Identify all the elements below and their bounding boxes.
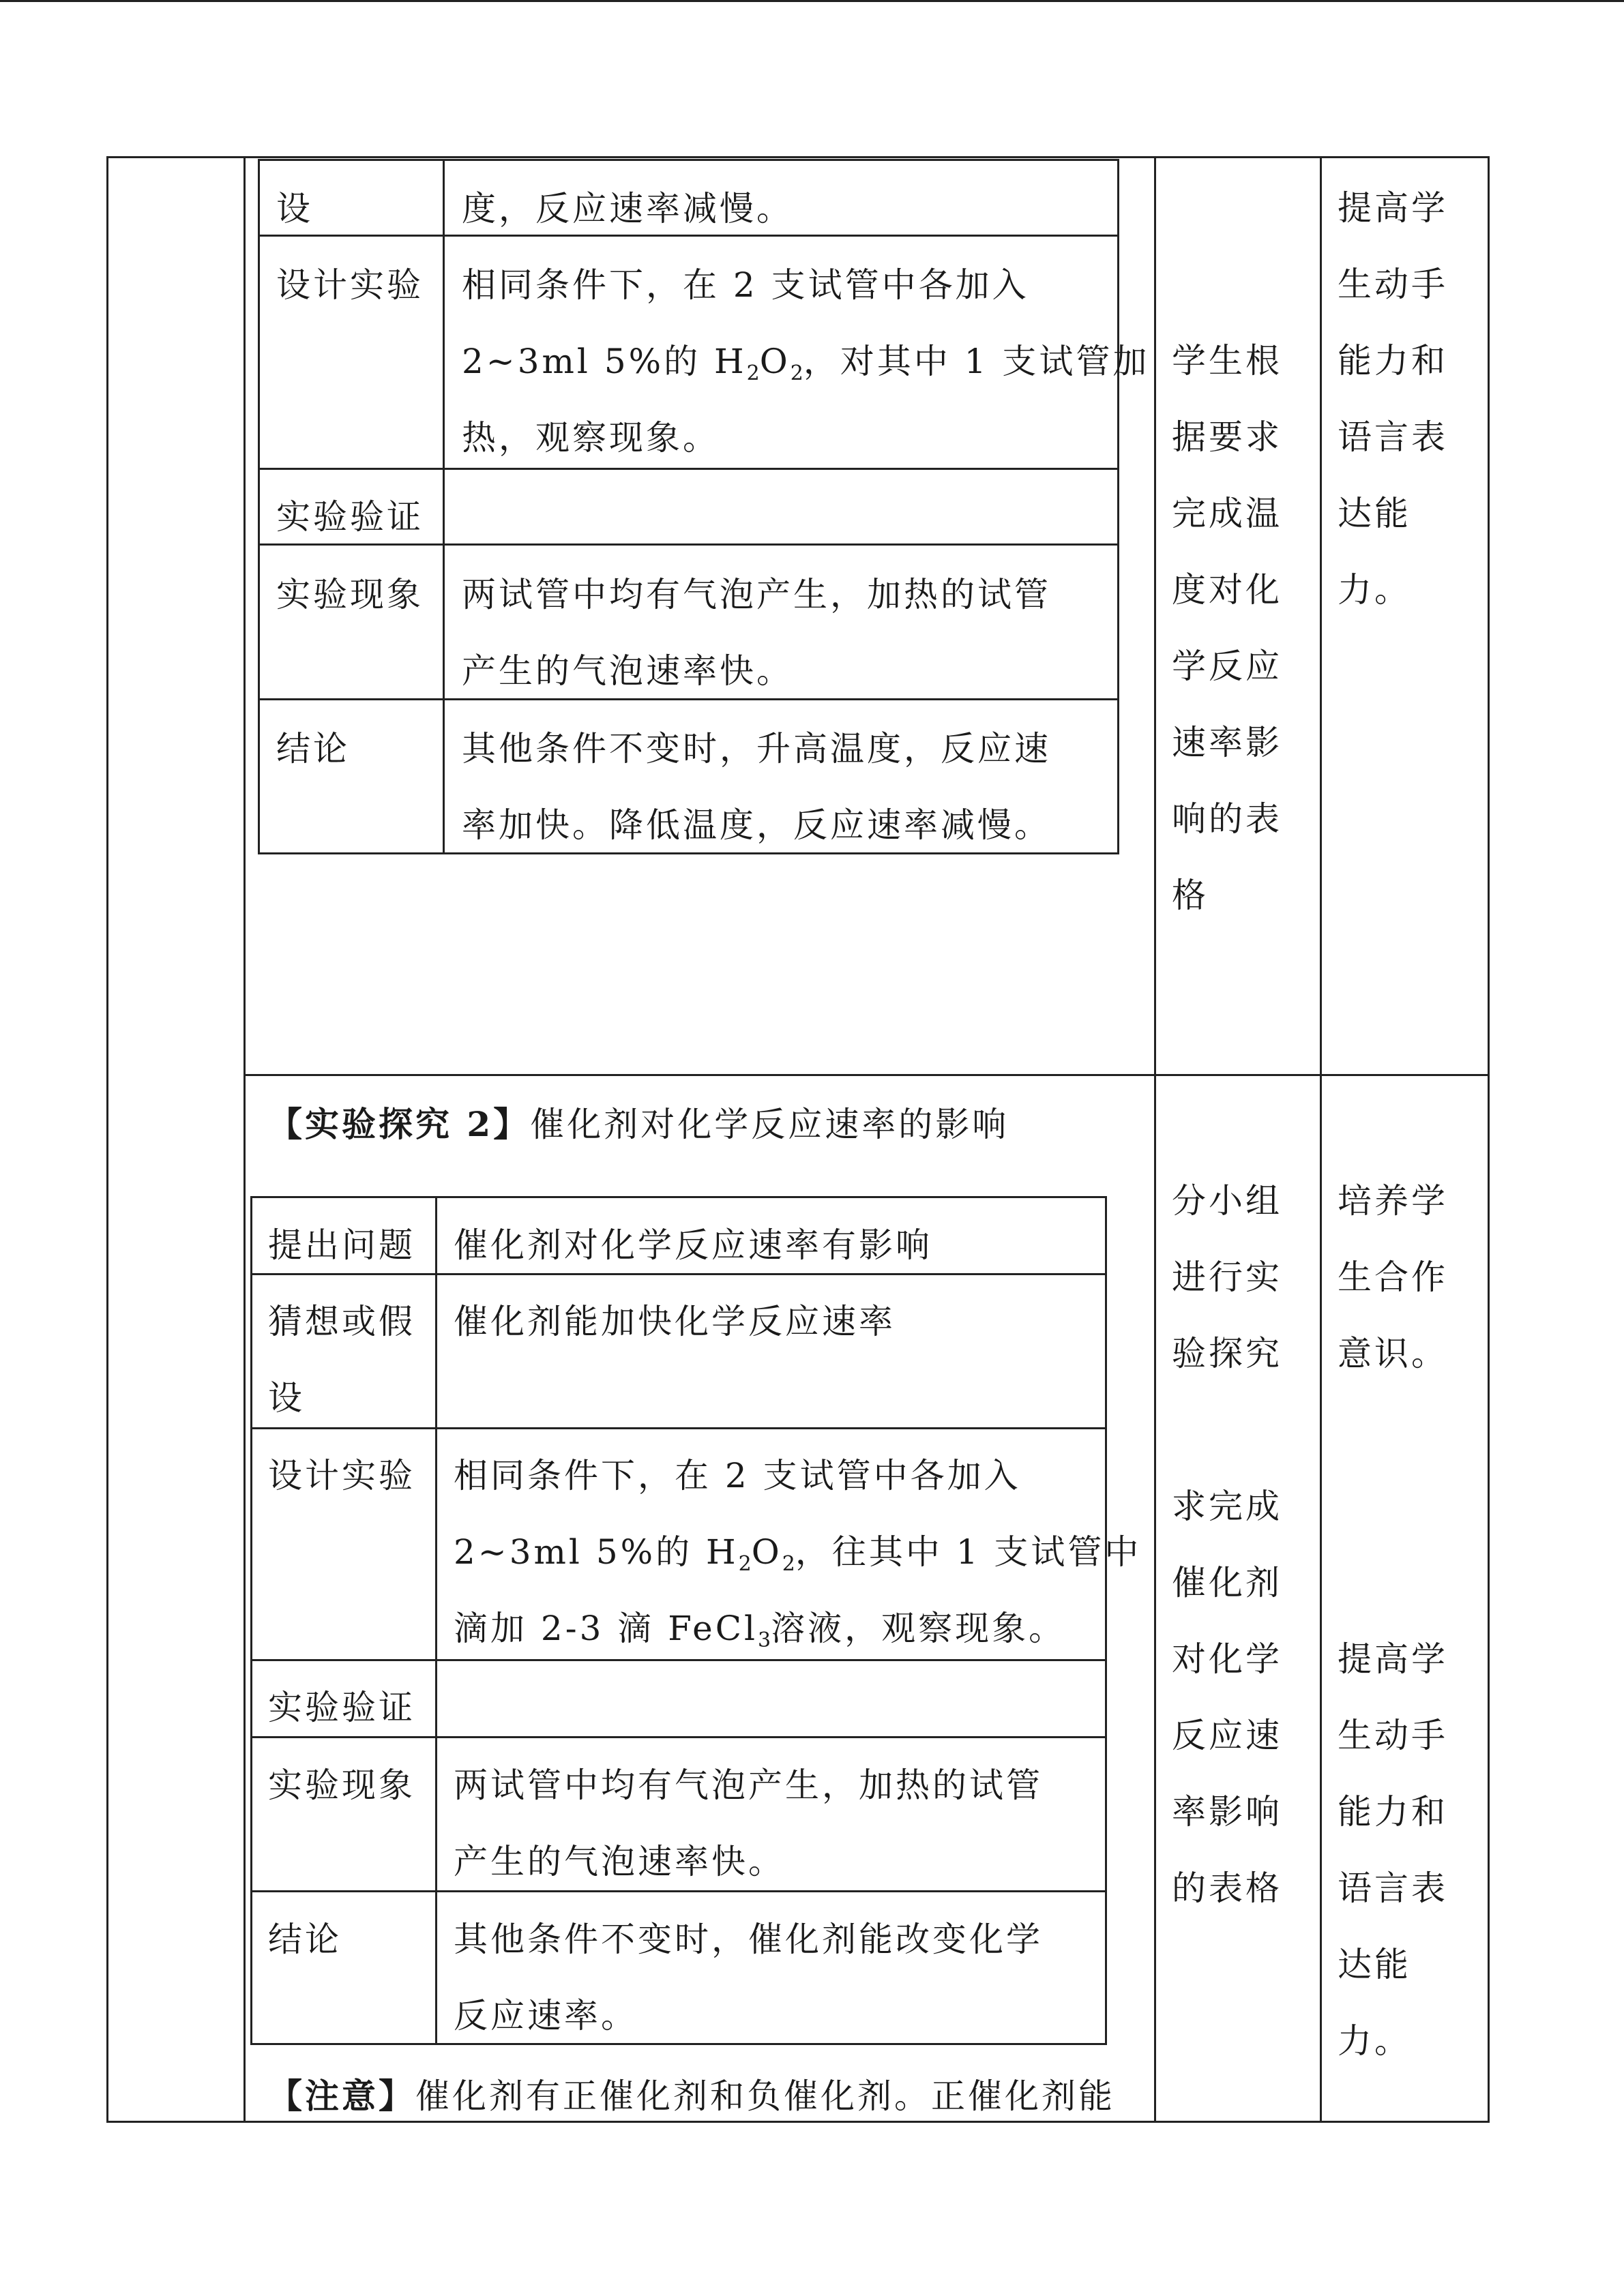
table-label: 设计实验 xyxy=(276,265,424,305)
text-line: 速率影 xyxy=(1172,723,1282,762)
table-cell: 滴加 2-3 滴 FeCl$_3$溶液，观察现象。 xyxy=(454,1609,1066,1652)
outer-top-border xyxy=(106,156,1490,158)
text-line: 生动手 xyxy=(1338,265,1448,304)
text-line: 提高学 xyxy=(1338,1639,1448,1679)
text-line: 的表格 xyxy=(1172,1868,1282,1908)
table-cell: 2~3ml 5%的 $H_2O_2$，对其中 1 支试管加 xyxy=(462,342,1150,385)
text-line: 力。 xyxy=(1338,2021,1411,2061)
table-label: 提出问题 xyxy=(268,1225,415,1265)
text-line: 培养学 xyxy=(1338,1181,1448,1221)
note-line: 【注意】催化剂有正催化剂和负催化剂。正催化剂能 xyxy=(268,2076,1115,2116)
table-cell: 率加快。降低温度，反应速率减慢。 xyxy=(462,805,1051,845)
table-label: 实验现象 xyxy=(268,1765,415,1805)
table-label: 实验验证 xyxy=(268,1688,415,1727)
t2-left xyxy=(250,1196,252,2045)
table-label: 设计实验 xyxy=(268,1456,415,1495)
table-cell: 两试管中均有气泡产生，加热的试管 xyxy=(454,1765,1043,1805)
t1-left xyxy=(258,159,260,854)
table-label: 设 xyxy=(268,1378,305,1418)
text-line: 提高学 xyxy=(1338,188,1448,228)
page-top-border xyxy=(0,0,1624,2)
table-label: 猜想或假 xyxy=(268,1302,415,1341)
text-line: 语言表 xyxy=(1338,417,1448,457)
t2-line-2 xyxy=(250,1427,1107,1429)
t2-mid xyxy=(435,1196,437,2045)
row-divider xyxy=(243,1074,1490,1076)
text-line: 语言表 xyxy=(1338,1868,1448,1908)
text-line: 催化剂 xyxy=(1172,1563,1282,1602)
text-line: 率影响 xyxy=(1172,1792,1282,1832)
text-line: 学生根 xyxy=(1172,341,1282,381)
t2-bottom xyxy=(250,2043,1107,2045)
table-cell: 两试管中均有气泡产生，加热的试管 xyxy=(462,575,1051,614)
t1-mid xyxy=(443,159,445,854)
table-label: 实验现象 xyxy=(276,575,424,614)
outer-right-border xyxy=(1488,156,1490,2123)
table-cell: 相同条件下，在 2 支试管中各加入 xyxy=(462,265,1029,305)
outer-left-border xyxy=(106,156,108,2123)
text-line: 能力和 xyxy=(1338,341,1448,381)
text-line: 据要求 xyxy=(1172,417,1282,457)
text-line: 响的表 xyxy=(1172,799,1282,839)
text-line: 进行实 xyxy=(1172,1257,1282,1297)
text-line: 分小组 xyxy=(1172,1181,1282,1221)
table-cell: 其他条件不变时，催化剂能改变化学 xyxy=(454,1920,1043,1959)
table-cell: 其他条件不变时，升高温度，反应速 xyxy=(462,729,1051,769)
table-label: 结论 xyxy=(276,729,350,769)
table-cell: 产生的气泡速率快。 xyxy=(462,651,793,691)
text-line: 达能 xyxy=(1338,1945,1411,1984)
table-cell: 催化剂对化学反应速率有影响 xyxy=(454,1225,932,1265)
section2-heading: 【实验探究 2】催化剂对化学反应速率的影响 xyxy=(268,1104,1009,1144)
table-label: 结论 xyxy=(268,1920,342,1959)
text-line: 力。 xyxy=(1338,570,1411,610)
text-line: 完成温 xyxy=(1172,494,1282,533)
text-line: 意识。 xyxy=(1338,1334,1448,1373)
text-line: 生动手 xyxy=(1338,1716,1448,1755)
table-cell: 反应速率。 xyxy=(454,1996,638,2036)
table-label: 设 xyxy=(276,189,313,228)
text-line: 学反应 xyxy=(1172,646,1282,686)
table-label: 实验验证 xyxy=(276,497,424,537)
table-cell: 产生的气泡速率快。 xyxy=(454,1842,785,1881)
t2-right xyxy=(1105,1196,1107,2045)
t2-top xyxy=(250,1196,1107,1198)
text-line: 对化学 xyxy=(1172,1639,1282,1679)
table-cell: 热，观察现象。 xyxy=(462,418,720,458)
col-divider-3 xyxy=(1320,156,1322,2123)
table-cell: 2~3ml 5%的 $H_2O_2$，往其中 1 支试管中 xyxy=(454,1532,1142,1576)
t1-top xyxy=(258,159,1119,161)
text-line: 能力和 xyxy=(1338,1792,1448,1832)
text-line: 验探究 xyxy=(1172,1334,1282,1373)
col-divider-1 xyxy=(243,156,246,2123)
col-divider-2 xyxy=(1154,156,1156,2123)
text-line: 达能 xyxy=(1338,494,1411,533)
t1-right xyxy=(1117,159,1119,854)
text-line: 格 xyxy=(1172,876,1209,915)
text-line: 反应速 xyxy=(1172,1716,1282,1755)
table-cell: 催化剂能加快化学反应速率 xyxy=(454,1302,896,1341)
text-line: 度对化 xyxy=(1172,570,1282,610)
text-line: 求完成 xyxy=(1172,1487,1282,1526)
table-cell: 度，反应速率减慢。 xyxy=(462,189,793,228)
table-cell: 相同条件下，在 2 支试管中各加入 xyxy=(454,1456,1021,1495)
text-line: 生合作 xyxy=(1338,1257,1448,1297)
